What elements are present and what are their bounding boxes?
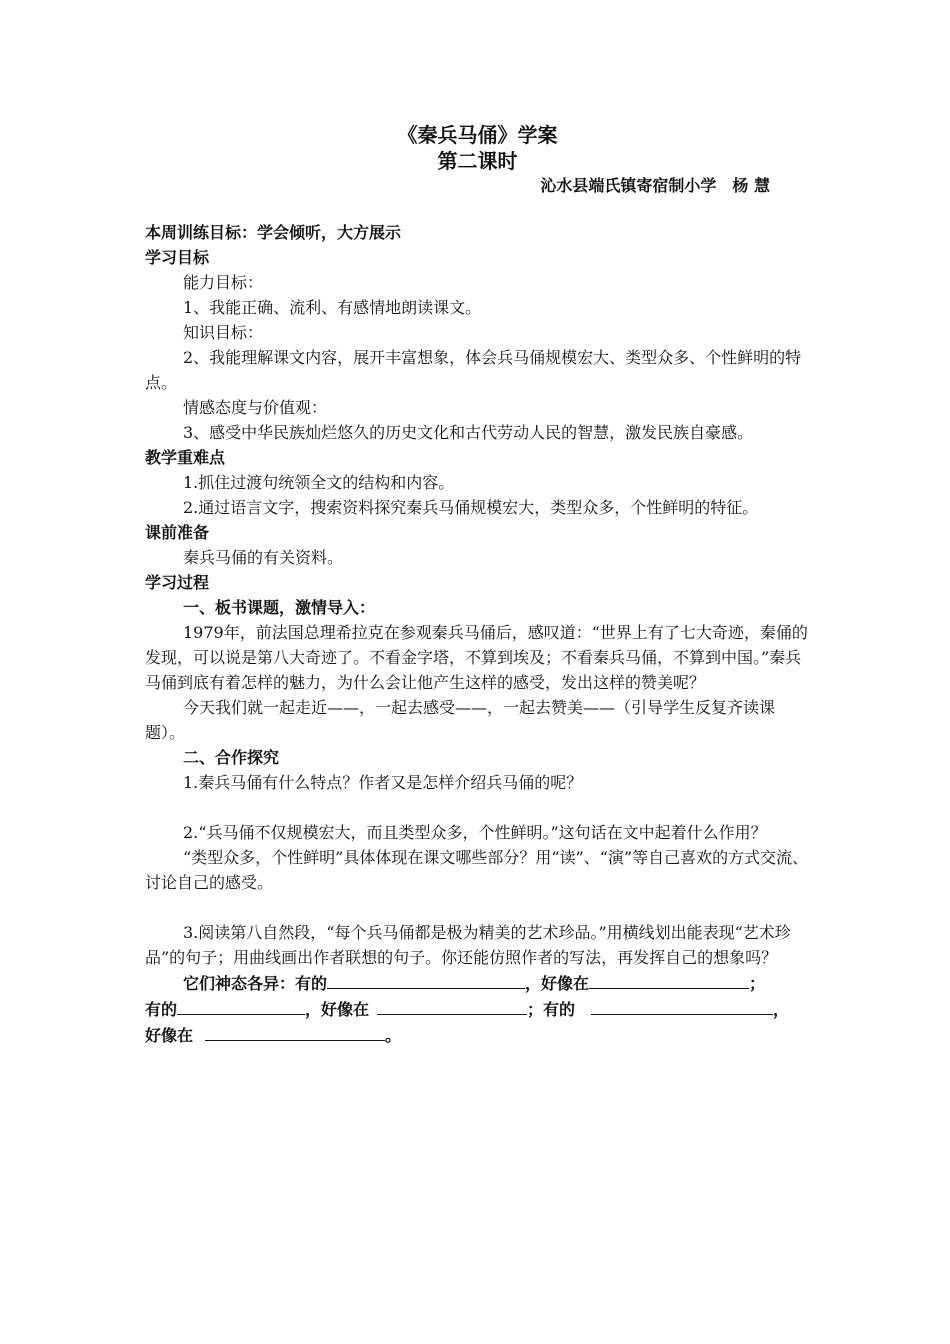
document-body xyxy=(145,122,810,1048)
knowledge-goal-label: 知识目标： xyxy=(183,323,264,342)
key-points-heading: 教学重难点 xyxy=(145,448,226,467)
doc-title: 《秦兵马俑》学案 xyxy=(397,123,558,147)
ability-goal-label: 能力目标： xyxy=(183,273,264,292)
weekly-goal: 本周训练目标：学会倾听，大方展示 xyxy=(145,223,402,242)
fill-blank-2[interactable] xyxy=(589,970,749,989)
emotion-goal-label: 情感态度与价值观： xyxy=(183,398,328,417)
fill-text-1: 它们神态各异：有的 xyxy=(183,974,328,993)
doc-subtitle: 第二课时 xyxy=(437,149,518,173)
fill-blank-4[interactable] xyxy=(377,996,527,1015)
emotion-goal-3: 3、感受中华民族灿烂悠久的历史文化和古代劳动人民的智慧，激发民族自豪感。 xyxy=(183,423,754,442)
fill-text-3: ； xyxy=(749,974,766,993)
fill-text-9: 。 xyxy=(385,1026,402,1045)
fill-blank-5[interactable] xyxy=(591,996,773,1015)
step1-para2: 今天我们就一起走近——，一起去感受——，一起去赞美——（引导学生反复齐读课题）。 xyxy=(145,698,776,742)
fill-blank-3[interactable] xyxy=(177,996,305,1015)
fill-blank-6[interactable] xyxy=(205,1022,385,1041)
question-2: 2.“兵马俑不仅规模宏大，而且类型众多，个性鲜明。”这句话在文中起着什么作用？ xyxy=(183,823,767,842)
knowledge-goal-2: 2、我能理解课文内容，展开丰富想象，体会兵马俑规模宏大、类型众多、个性鲜明的特点。 xyxy=(145,348,802,392)
fill-blank-1[interactable] xyxy=(327,970,525,989)
fill-text-4: 有的 xyxy=(145,1000,178,1019)
question-1: 1.秦兵马俑有什么特点？作者又是怎样介绍兵马俑的呢？ xyxy=(183,773,583,792)
step2-heading: 二、合作探究 xyxy=(183,748,280,767)
fill-exercise xyxy=(145,970,810,1048)
answer-space-1 xyxy=(145,795,810,820)
step1-para1: 1979年，前法国总理希拉克在参观秦兵马俑后，感叹道：“世界上有了七大奇迹，秦俑的发现，可以说是第八大奇迹了。不看金字塔，不算到埃及；不看秦兵马俑，不算到中国。”秦兵马俑到底有着怎样的魅力，为什么会让他产生这样的感受，发出这样的赞美呢？ xyxy=(145,623,808,692)
fill-text-2: ，好像在 xyxy=(525,974,590,993)
fill-line-3 xyxy=(145,1022,810,1048)
fill-text-5: ，好像在 xyxy=(305,1000,370,1019)
learning-goals-heading: 学习目标 xyxy=(145,248,210,267)
prep-text: 秦兵马俑的有关资料。 xyxy=(183,548,344,567)
fill-line-2 xyxy=(145,996,810,1022)
key-point-1: 1.抓住过渡句统领全文的结构和内容。 xyxy=(183,473,455,492)
fill-line-1 xyxy=(145,970,810,996)
process-heading: 学习过程 xyxy=(145,573,210,592)
question-2b: “类型众多，个性鲜明”具体体现在课文哪些部分？用“读”、“演”等自己喜欢的方式交流、讨论自己的感受。 xyxy=(145,848,809,892)
doc-author: 沁水县端氏镇寄宿制小学 杨 慧 xyxy=(540,176,770,195)
fill-text-7: ， xyxy=(773,1000,790,1019)
ability-goal-1: 1、我能正确、流利、有感情地朗读课文。 xyxy=(183,298,482,317)
question-3: 3.阅读第八自然段，“每个兵马俑都是极为精美的艺术珍品。”用横线划出能表现“艺术珍品”的句子；用曲线画出作者联想的句子。你还能仿照作者的写法，再发挥自己的想象吗？ xyxy=(145,923,791,967)
prep-heading: 课前准备 xyxy=(145,523,210,542)
key-point-2: 2.通过语言文字，搜索资料探究秦兵马俑规模宏大，类型众多，个性鲜明的特征。 xyxy=(183,498,759,517)
fill-text-6: ；有的 xyxy=(527,1000,576,1019)
step1-heading: 一、板书课题，激情导入： xyxy=(183,598,376,617)
fill-text-8: 好像在 xyxy=(145,1026,194,1045)
answer-space-2 xyxy=(145,895,810,920)
